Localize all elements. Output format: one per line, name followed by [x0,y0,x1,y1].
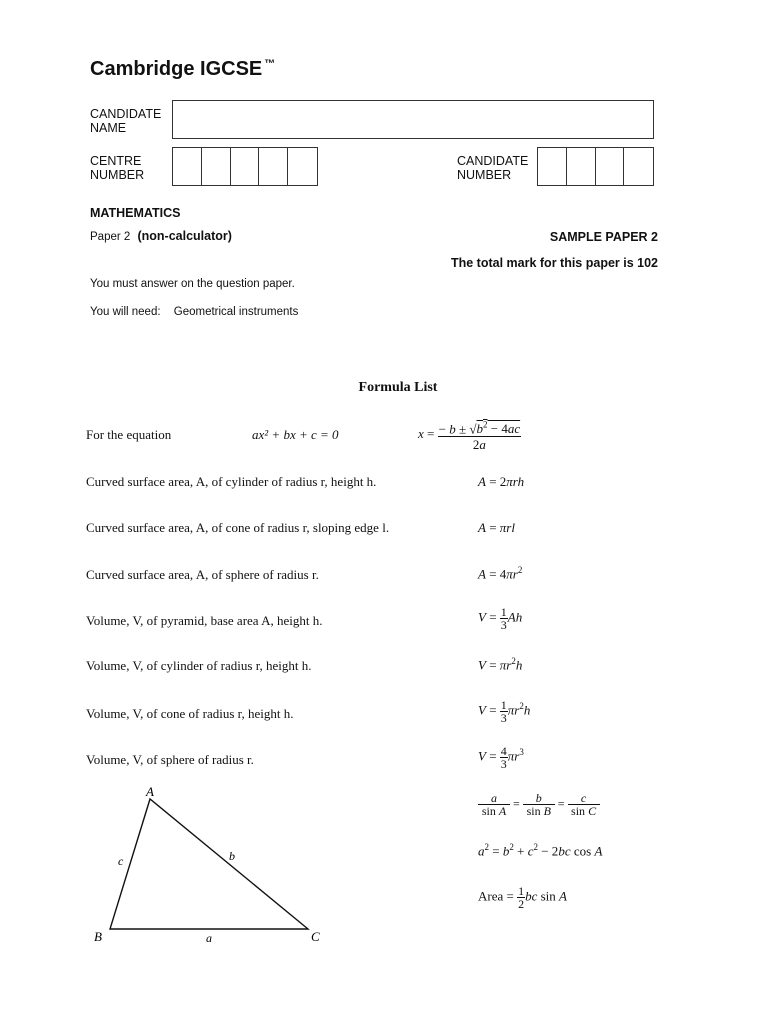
centre-number-label-line1: CENTRE [90,154,142,168]
side-b-label: b [229,849,235,863]
candidate-number-cell[interactable] [538,148,567,185]
candidate-number-label-line2: NUMBER [457,168,512,182]
cosine-rule-formula: $a^2 = b^2 + c^2 - 2bc$ cos A [478,842,603,859]
centre-number-cell[interactable] [259,148,288,185]
candidate-number-field[interactable] [537,147,654,186]
quadratic-equation: ax² + bx + c = 0 [252,427,339,442]
triangle-diagram [90,785,340,950]
subject: MATHEMATICS [90,206,181,220]
vertex-B-label: B [94,929,102,944]
page-title [90,58,275,81]
candidate-name-label-line1: CANDIDATE [90,107,162,121]
instruction-answer: You must answer on the question paper. [90,278,295,290]
formula-desc-sphere-volume: Volume, V, of sphere of radius r. [86,752,254,767]
centre-number-label-line2: NUMBER [90,168,145,182]
formula-list-heading: Formula List [358,380,438,395]
formula-desc-cone-area: Curved surface area, A, of cone of radius r, sloping edge l. [86,520,390,535]
total-marks: The total mark for this paper is 102 [450,256,658,270]
title-text: Cambridge IGCSE [90,58,263,80]
centre-number-field[interactable] [172,147,318,186]
vertex-A-label: A [146,785,154,799]
sine-rule-formula: $\frac{a}{\text{sin A}}$ = $\frac{b}{\text{sin B}}$ = $\frac{c}{\text{sin C}}$ [478,792,600,817]
candidate-number-cell[interactable] [567,148,596,185]
vertex-C-label: C [311,929,320,944]
candidate-name-label [90,107,161,135]
paper-note: (non-calculator) [137,229,232,243]
paper-info [90,229,232,243]
formula-desc-cone-volume: Volume, V, of cone of radius r, height h. [86,706,294,721]
instruction-need-label: You will need: [90,306,161,318]
sphere-area-formula: $A = 4\pi r^2$ [478,565,523,582]
centre-number-cell[interactable] [202,148,231,185]
instruction-need [90,306,298,318]
candidate-name-field[interactable] [172,100,654,139]
candidate-number-label-line1: CANDIDATE [457,154,529,168]
cone-volume-formula: V = $\frac{1}{3}$ $\pi r^2h$ [478,698,531,725]
formula-desc-cylinder-area: Curved surface area, A, of cylinder of radius r, height h. [86,474,377,489]
cylinder-volume-formula: $V = \pi r^2h$ [478,656,523,673]
cylinder-area-formula: A = 2πrh [478,474,525,489]
paper-number: Paper 2 [90,231,131,243]
centre-number-label [90,154,144,182]
instruction-need-value: Geometrical instruments [173,306,299,318]
triangle-shape [110,799,308,929]
formula-desc-equation: For the equation [86,427,172,442]
formula-desc-cylinder-volume: Volume, V, of cylinder of radius r, height h. [86,658,312,673]
candidate-number-cell[interactable] [624,148,653,185]
sample-paper: SAMPLE PAPER 2 [549,230,658,244]
centre-number-cell[interactable] [173,148,202,185]
formula-desc-sphere-area: Curved surface area, A, of sphere of radius r. [86,567,319,582]
candidate-number-label [457,154,528,182]
pyramid-volume-formula: V = $\frac{1}{3}$ Ah [478,605,523,632]
centre-number-cell[interactable] [288,148,317,185]
triangle-area-formula: Area = $\frac{1}{2}$ bc sin A [478,884,567,911]
quadratic-formula: x = $\frac{- b \pm √b^2 - 4ac}{2a}$ [418,420,521,453]
sphere-volume-formula: V = $\frac{4}{3}$ $\pi r^3$ [478,744,524,771]
cone-area-formula: A = πrl [478,520,515,535]
candidate-name-label-line2: NAME [90,121,127,135]
formula-desc-pyramid-volume: Volume, V, of pyramid, base area A, height h. [86,613,323,628]
trademark-symbol: ™ [264,58,276,71]
candidate-number-cell[interactable] [596,148,625,185]
centre-number-cell[interactable] [231,148,260,185]
side-a-label: a [206,931,212,945]
side-c-label: c [118,854,124,868]
